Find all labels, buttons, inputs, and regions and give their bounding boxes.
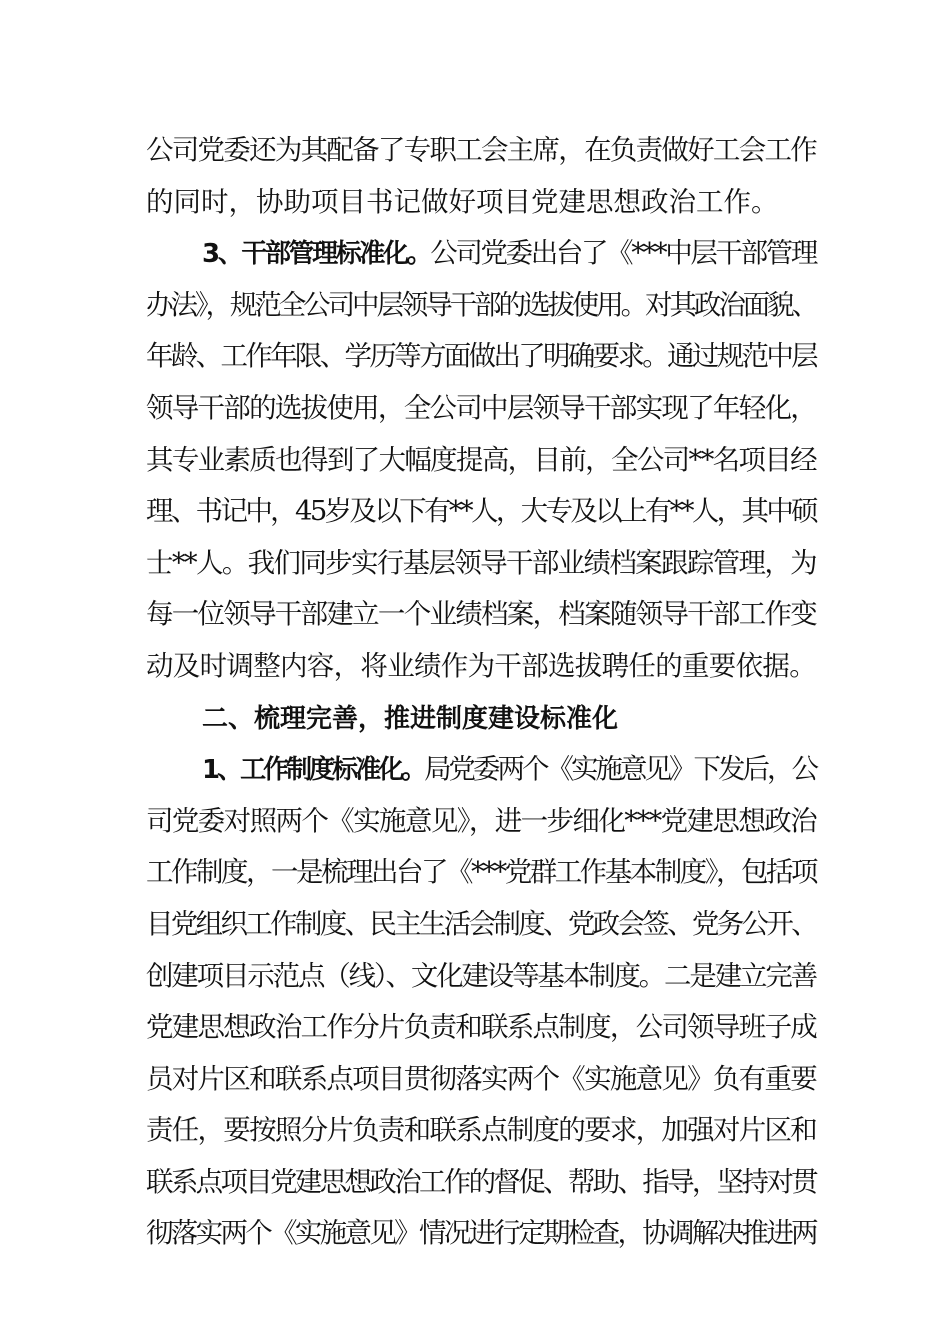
paragraph-line: 公司党委还为其配备了专职工会主席，在负责做好工会工作 xyxy=(146,134,816,166)
paragraph-line: 其专业素质也得到了大幅度提高，目前，全公司**名项目经 xyxy=(146,443,816,476)
paragraph-line: 创建项目示范点（线）、文化建设等基本制度。二是建立完善 xyxy=(146,959,816,992)
paragraph-line: 司党委对照两个《实施意见》，进一步细化***党建思想政治 xyxy=(146,804,816,837)
paragraph-line: 理、书记中，45岁及以下有**人，大专及以上有**人，其中硕 xyxy=(146,495,816,528)
paragraph-line: 每一位领导干部建立一个业绩档案，档案随领导干部工作变 xyxy=(146,598,816,631)
document-body xyxy=(146,125,816,1260)
section-lead-title: 3、干部管理标准化。 xyxy=(202,239,431,270)
section-heading-text: 二、梳理完善，推进制度建设标准化 xyxy=(202,703,619,734)
paragraph-line: 目党组织工作制度、民主生活会制度、党政会签、党务公开、 xyxy=(146,907,816,940)
paragraph-line: 士**人。我们同步实行基层领导干部业绩档案跟踪管理，为 xyxy=(146,546,816,579)
paragraph-line: 工作制度，一是梳理出台了《***党群工作基本制度》，包括项 xyxy=(146,856,816,889)
section-lead-title: 1、工作制度标准化。 xyxy=(202,755,425,786)
section-lead-line xyxy=(146,228,816,280)
paragraph-line: 联系点项目党建思想政治工作的督促、帮助、指导，坚持对贯 xyxy=(146,1165,816,1198)
paragraph-text: 局党委两个《实施意见》下发后，公 xyxy=(424,753,817,786)
paragraph-line: 办法》，规范全公司中层领导干部的选拔使用。对其政治面貌、 xyxy=(146,288,816,321)
section-lead-line xyxy=(146,744,816,796)
paragraph-line: 动及时调整内容，将业绩作为干部选拔聘任的重要依据。 xyxy=(146,649,816,682)
paragraph-line: 的同时，协助项目书记做好项目党建思想政治工作。 xyxy=(146,185,779,218)
paragraph-line: 彻落实两个《实施意见》情况进行定期检查，协调解决推进两 xyxy=(146,1217,816,1250)
paragraph-line: 责任，要按照分片负责和联系点制度的要求，加强对片区和 xyxy=(146,1114,816,1147)
paragraph-line: 党建思想政治工作分片负责和联系点制度，公司领导班子成 xyxy=(146,1011,816,1044)
paragraph-text: 公司党委出台了《***中层干部管理 xyxy=(430,237,817,270)
paragraph-line: 员对片区和联系点项目贯彻落实两个《实施意见》负有重要 xyxy=(146,1062,816,1095)
paragraph-line: 领导干部的选拔使用，全公司中层领导干部实现了年轻化， xyxy=(146,391,816,424)
paragraph-line: 年龄、工作年限、学历等方面做出了明确要求。通过规范中层 xyxy=(146,340,816,373)
section-heading xyxy=(146,693,816,745)
